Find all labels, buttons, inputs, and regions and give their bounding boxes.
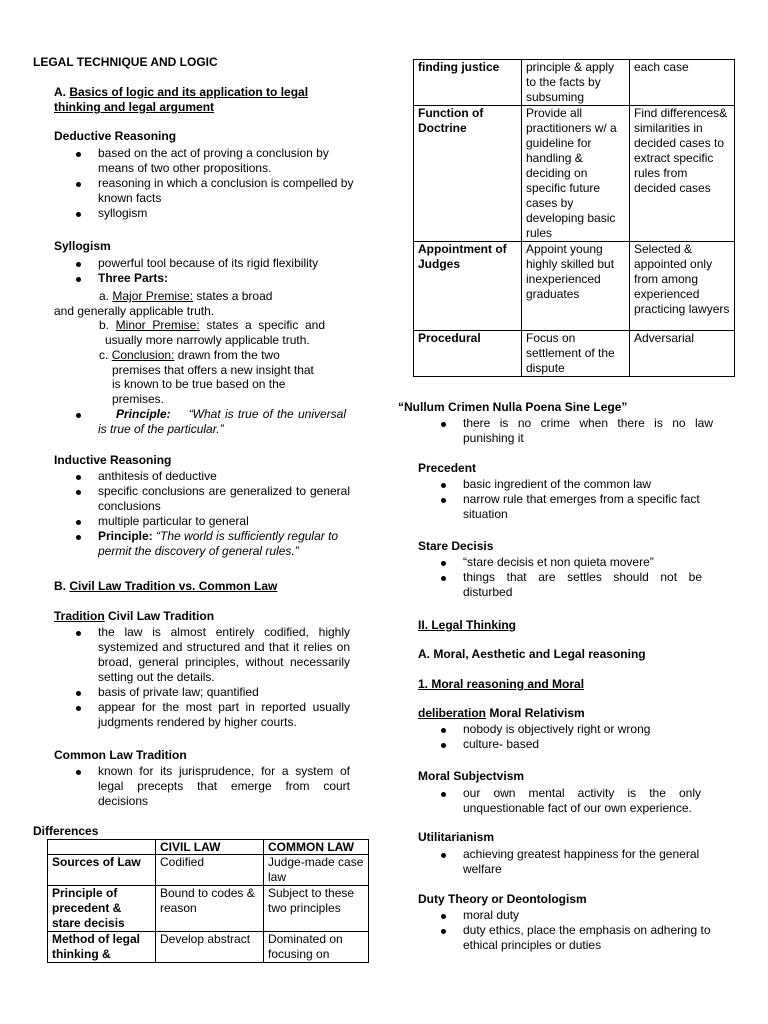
list-item: appear for the most part in reported usually judgments rendered by higher courts. (54, 700, 350, 730)
civil-heading (54, 609, 214, 624)
list-item: basis of private law; quantified (54, 685, 350, 700)
conclusion-text: drawn from the two (177, 348, 280, 362)
major-premise-label: Major Premise: (112, 289, 194, 303)
common-heading: Common Law Tradition (54, 748, 187, 762)
table-cell: Focus on settlement of the dispute (522, 331, 630, 377)
differences-table-continued (413, 59, 735, 377)
list-item: reasoning in which a conclusion is compelled by known facts (54, 176, 354, 206)
list-item: there is no crime when there is no law punishing it (419, 416, 713, 446)
table-cell: Appointment of Judges (414, 242, 522, 331)
table-cell: Subject to these two principles (264, 886, 369, 932)
precedent-list (419, 477, 719, 522)
list-item: narrow rule that emerges from a specific fact situation (419, 492, 719, 522)
list-item: syllogism (54, 206, 354, 221)
major-premise (99, 289, 272, 304)
inductive-list (54, 469, 350, 559)
relativism-list (419, 722, 719, 752)
list-item-three-parts: Three Parts: (54, 271, 354, 286)
duty-list (419, 908, 719, 953)
list-item: powerful tool because of its rigid flexibility (54, 256, 354, 271)
table-cell: Find differences& similarities in decided cases to extract specific rules from decided cases (630, 106, 735, 242)
precedent-heading: Precedent (418, 461, 477, 475)
table-cell: Function of Doctrine (414, 106, 522, 242)
list-item: anthitesis of deductive (54, 469, 350, 484)
table-cell: Develop abstract (156, 932, 264, 963)
table-row (48, 886, 369, 932)
syllogism-heading: Syllogism (54, 239, 111, 253)
minor-premise-letter: b. (99, 318, 110, 332)
deductive-heading: Deductive Reasoning (54, 129, 177, 143)
table-cell: Provide all practitioners w/ a guideline for handling & deciding on specific future cases by developing basic rules (522, 106, 630, 242)
table-cell: Adversarial (630, 331, 735, 377)
differences-table (47, 839, 369, 963)
list-item: “stare decisis et non quieta movere” (419, 555, 702, 570)
document-title: LEGAL TECHNIQUE AND LOGIC (33, 55, 218, 69)
stare-heading: Stare Decisis (418, 539, 494, 553)
right-column (384, 0, 768, 1024)
table-row (414, 331, 735, 377)
conclusion (99, 348, 280, 363)
section-b-letter: B. (54, 579, 66, 593)
table-cell: Codified (156, 855, 264, 886)
list-item: nobody is objectively right or wrong (419, 722, 719, 737)
conclusion-cont-1: premises that offers a new insight that (112, 363, 314, 377)
table-cell: Selected & appointed only from among experienced practicing lawyers (630, 242, 735, 331)
nullum-heading: “Nullum Crimen Nulla Poena Sine Lege” (398, 400, 628, 414)
relativism-heading (418, 706, 585, 721)
section-a-title: Basics of logic and its application to legal thinking and legal argument (54, 85, 309, 114)
list-item: known for its jurisprudence, for a system of legal precepts that emerge from court decisions (54, 764, 350, 809)
principle-label: Principle: (116, 407, 171, 421)
deductive-list (54, 146, 354, 221)
list-item: specific conclusions are generalized to general conclusions (54, 484, 350, 514)
section-a-letter: A. (54, 85, 66, 99)
table-cell: Sources of Law (48, 855, 156, 886)
subjectivism-heading: Moral Subjectvism (418, 769, 525, 783)
list-item: duty ethics, place the emphasis on adhering to ethical principles or duties (419, 923, 719, 953)
relativism-heading-rest: Moral Relativism (489, 706, 585, 720)
stare-list (419, 555, 702, 600)
list-item: culture- based (419, 737, 719, 752)
civil-heading-tradition: Tradition (54, 609, 105, 623)
list-item: the law is almost entirely codified, highly systemized and structured and that it relies on broad, general principles, without necessarily setting out the details. (54, 625, 350, 685)
principle-text: “The world is sufficiently regular to permit the discovery of general rules.” (98, 529, 339, 558)
list-item: based on the act of proving a conclusion by means of two other propositions. (54, 146, 354, 176)
section-b-heading (54, 579, 277, 594)
table-header-cell: CIVIL LAW (156, 840, 264, 855)
section-a-heading (54, 85, 344, 115)
civil-heading-rest: Civil Law Tradition (108, 609, 215, 623)
inductive-heading: Inductive Reasoning (54, 453, 172, 467)
conclusion-letter: c. (99, 348, 109, 362)
differences-heading: Differences (33, 824, 99, 838)
list-item: basic ingredient of the common law (419, 477, 719, 492)
list-item: things that are settles should not be disturbed (419, 570, 702, 600)
table-cell: Procedural (414, 331, 522, 377)
table-cell: each case (630, 60, 735, 106)
minor-premise (99, 318, 325, 333)
major-premise-cont: and generally applicable truth. (54, 304, 215, 318)
table-header-row (48, 840, 369, 855)
minor-premise-text: states a specific and (206, 318, 325, 332)
table-header-cell (48, 840, 156, 855)
list-item: our own mental activity is the only unquestionable fact of our own experience. (419, 786, 701, 816)
table-row (48, 855, 369, 886)
moral-a-heading: A. Moral, Aesthetic and Legal reasoning (418, 647, 646, 661)
table-cell: Principle of precedent & stare decisis (48, 886, 156, 932)
table-cell: Bound to codes & reason (156, 886, 264, 932)
table-row (48, 932, 369, 963)
table-row (414, 106, 735, 242)
subjectivism-list (419, 786, 701, 816)
table-cell: finding justice (414, 60, 522, 106)
table-cell: Dominated on focusing on (264, 932, 369, 963)
list-item (54, 529, 350, 559)
principle-label: Principle: (98, 529, 153, 543)
major-premise-letter: a. (99, 289, 110, 303)
syllogism-principle (54, 407, 346, 437)
duty-heading: Duty Theory or Deontologism (418, 892, 587, 906)
utilitarianism-list (419, 847, 719, 877)
major-premise-text: states a broad (196, 289, 273, 303)
legal-thinking-heading: II. Legal Thinking (418, 618, 517, 632)
list-item (54, 407, 346, 437)
utilitarianism-heading: Utilitarianism (418, 830, 495, 844)
table-row (414, 242, 735, 331)
conclusion-cont-3: premises. (112, 392, 165, 406)
table-header-cell: COMMON LAW (264, 840, 369, 855)
list-item: multiple particular to general (54, 514, 350, 529)
common-list (54, 764, 350, 809)
table-cell: principle & apply to the facts by subsuming (522, 60, 630, 106)
nullum-list (419, 416, 713, 446)
minor-premise-cont: usually more narrowly applicable truth. (105, 333, 310, 347)
table-cell: Method of legal thinking & (48, 932, 156, 963)
section-b-title: Civil Law Tradition vs. Common Law (69, 579, 278, 593)
minor-premise-label: Minor Premise: (115, 318, 200, 332)
list-item: achieving greatest happiness for the general welfare (419, 847, 719, 877)
list-item: moral duty (419, 908, 719, 923)
conclusion-label: Conclusion: (111, 348, 175, 362)
syllogism-list (54, 256, 354, 286)
relativism-heading-deliberation: deliberation (418, 706, 487, 720)
moral-1-heading: 1. Moral reasoning and Moral (418, 677, 585, 691)
conclusion-cont-2: is known to be true based on the (112, 377, 286, 391)
principle-text: “What is true of the universal is true of the particular.” (98, 407, 346, 436)
table-cell: Judge-made case law (264, 855, 369, 886)
civil-list (54, 625, 350, 730)
table-cell: Appoint young highly skilled but inexperienced graduates (522, 242, 630, 331)
table-row (414, 60, 735, 106)
